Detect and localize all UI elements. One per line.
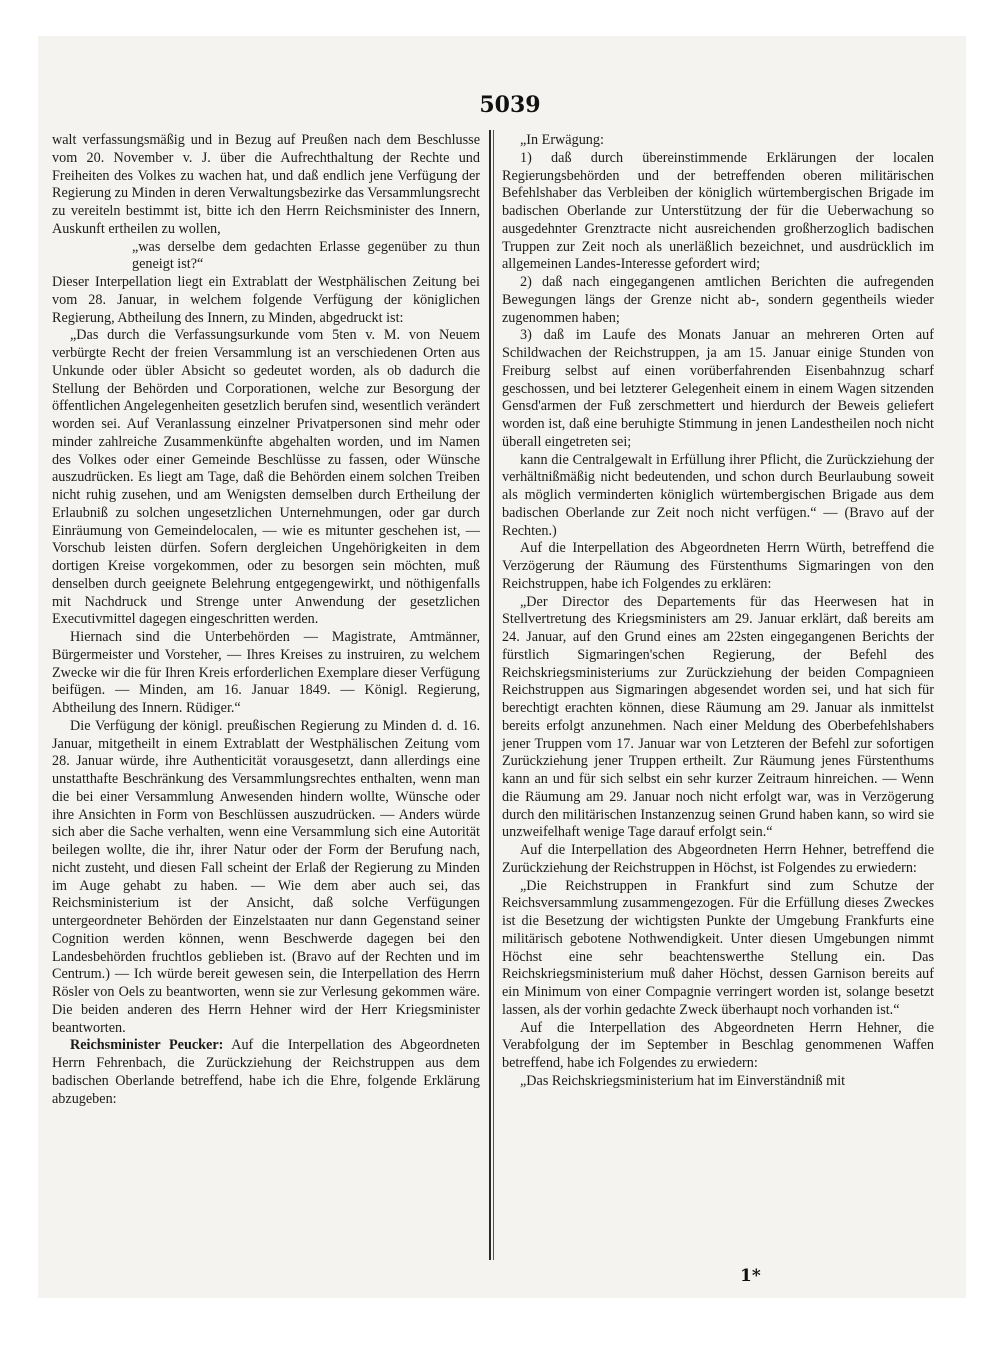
page-number: 5039	[479, 92, 541, 118]
column-divider-inner	[493, 130, 494, 1260]
paragraph: 3) daß im Laufe des Monats Januar an mehreren Orten auf Schildwachen der Reichstruppen, ja am 15. Januar einige Stunden von Freiburg selbst auf einen vorüberfahrenden Eisenbahnzug scharf geschossen, und bei letzterer Gelegenheit einem in einem Wagen sitzenden Gensd'armen der Fuß zerschmettert und hierdurch der Beweis geliefert worden ist, daß eine beruhigte Stimmung in jenen Landestheilen noch nicht überall eingetreten sei;	[502, 327, 934, 450]
paragraph: Die Verfügung der königl. preußischen Regierung zu Minden d. d. 16. Januar, mitgetheilt in einem Extrablatt der Westphälischen Zeitung vom 28. Januar würde, ihre Authenticität vorausgesetzt, dann allerdings eine unstatthafte Beschränkung des Versammlungsrechtes enthalten, wenn man die bei einer Versammlung Anwesenden hindern wollte, Wünsche oder ihre Ansichten in Form von Beschlüssen auszudrücken. — Anders würde sich aber die Sache verhalten, wenn eine Versammlung sich eine Autorität beilegen wollte, die ihr, ihrer Natur oder der Form der Berufung nach, nicht zusteht, und diesen Fall scheint der Erlaß der Regierung zu Minden im Auge gehabt zu haben. — Wie dem aber auch sei, das Reichsministerium ist der Ansicht, daß solche Verfügungen untergeordneter Behörden der Einzelstaaten nur dann Gegenstand seiner Cognition werden können, wenn Beschwerde dagegen bei den Landesbehörden fruchtlos geblieben ist. (Bravo auf der Rechten und im Centrum.) — Ich würde bereit gewesen sein, die Interpellation des Herrn Rösler von Oels zu beantworten, wenn sie zur Verlesung gekommen wäre. Die beiden anderen des Herrn Hehner wird der Herr Kriegsminister beantworten.	[52, 717, 480, 1036]
paragraph: „Das Reichskriegsministerium hat im Einverständniß mit	[520, 1072, 846, 1089]
sheet-signature-mark: 1*	[740, 1266, 761, 1286]
paragraph: Auf die Interpellation des Abgeordneten Herrn Hehner, die Verabfolgung der im September in Beschlag genommenen Waffen betreffend, habe ich Folgendes zu erwiedern:	[502, 1019, 934, 1071]
paragraph: Dieser Interpellation liegt ein Extrablatt der Westphälischen Zeitung bei vom 28. Januar, in welchem folgende Verfügung der königlichen Regierung, Abtheilung des Innern, zu Minden, abgedruckt ist:	[52, 274, 480, 326]
paragraph-text: Auf die Interpellation des Abgeordneten Herrn Fehrenbach, die Zurückziehung der Reichstruppen aus dem badischen Oberlande betreffend, habe ich die Ehre, folgende Erklärung abzugeben:	[52, 1037, 480, 1107]
paragraph: Auf die Interpellation des Abgeordneten Herrn Würth, betreffend die Verzögerung der Räumung des Fürstenthums Sigmaringen von den Reichstruppen, habe ich Folgendes zu erklären:	[502, 540, 934, 592]
paragraph: „In Erwägung:	[520, 132, 604, 148]
paragraph: Hiernach sind die Unterbehörden — Magistrate, Amtmänner, Bürgermeister und Vorsteher, — Ihres Kreises zu instruiren, zu welchem Zwecke wir die für Ihren Kreis erforderlichen Exemplare dieser Verfügung beifügen. — Minden, am 16. Januar 1849. — Königl. Regierung, Abtheilung des Innern. Rüdiger.“	[52, 629, 480, 716]
paragraph: 1) daß durch übereinstimmende Erklärungen der localen Regierungsbehörden und der betreffenden oberen militärischen Befehlshaber das Verbleiben der königlich würtembergischen Brigade im badischen Oberlande zur Unterstützung der für die Ueberwachung so ausgedehnter Grenztracte nicht ausreichenden großherzoglich badischen Truppen zur Zeit noch als unerläßlich bezeichnet, und ausdrücklich im allgemeinen Landes-Interesse gefordert wird;	[502, 149, 934, 273]
speaker-name: Reichsminister Peucker:	[70, 1037, 224, 1054]
paragraph: walt verfassungsmäßig und in Bezug auf Preußen nach dem Beschlusse vom 20. November v. J. über die Aufrechthaltung der Rechte und Freiheiten des Volkes zu wachen hat, und daß endlich jene Verfügung der Regierung zu Minden in deren Verwaltungsbezirke das Versammlungsrecht zu vereiteln bestimmt ist, bitte ich den Herrn Reichsminister des Innern, Auskunft ertheilen zu wollen,	[52, 132, 480, 237]
paragraph: Auf die Interpellation des Abgeordneten Herrn Hehner, betreffend die Zurückziehung der Reichstruppen in Höchst, ist Folgendes zu erwiedern:	[502, 842, 934, 876]
paragraph: „Die Reichstruppen in Frankfurt sind zum Schutze der Reichsversammlung zusammengezogen. Für die Erfüllung dieses Zweckes ist die Besetzung der wichtigsten Punkte der Umgebung Frankfurts eine militärisch gebotene Nothwendigkeit. Unter diesen Umgebungen nimmt Höchst eine sehr beachtenswerthe Stellung ein. Das Reichskriegsministerium muß daher Höchst, dessen Garnison bereits auf ein Minimum von einer Compagnie verringert worden ist, solange besetzt lassen, als der vorhin gedachte Zweck überhaupt noch vorhanden ist.“	[502, 877, 934, 1018]
paragraph: „Der Director des Departements für das Heerwesen hat in Stellvertretung des Kriegsministers am 29. Januar erklärt, daß bereits am 24. Januar, auf den Grund eines am 22sten eingegangenen Berichts der fürstlich Sigmaringen'schen Regierung, der Befehl des Reichskriegsministeriums zur Zurückziehung der beiden Compagnieen Reichstruppen aus Sigmaringen abgesendet worden sei, und hat sich für berechtigt erachten können, diese Räumung am 29. Januar als inmittelst bereits erfolgt anzunehmen. Nach einer Meldung des Oberbefehlshabers jener Truppen vom 17. Januar war von Letzteren der Befehl zur sofortigen Zurückziehung jener Truppen ertheilt. Zur Räumung jenes Fürstenthums kann an und für sich selbst ein sehr kurzer Zeitraum hinreichen. — Wenn die Räumung am 29. Januar noch nicht erfolgt war, was in Verzögerung durch den militärischen Instanzenzug seinen Grund haben kann, so wird sie unzweifelhaft wenige Tage darauf erfolgt sein.“	[502, 593, 934, 841]
paragraph: „Das durch die Verfassungsurkunde vom 5ten v. M. von Neuem verbürgte Recht der freien Versammlung ist an verschiedenen Orten aus Unkunde oder übler Absicht so gedeutet worden, als ob dadurch die Stellung der Behörden und Corporationen, welche zur Besorgung der öffentlichen Angelegenheiten gesetzlich berufen sind, wesentlich verändert worden sei. Auf Veranlassung einzelner Privatpersonen sind mehr oder minder zahlreiche Zusammenkünfte abgehalten worden, und im Namen des Volkes oder einer Gemeinde Beschlüsse zu fassen, oder Wünsche auszudrücken. Es liegt am Tage, daß die Behörden einem solchen Treiben nicht ruhig zusehen, und am Wenigsten demselben durch Ertheilung der Erlaubniß zu solchen ungesetzlichen Unternehmungen, oder gar durch Einräumung von Gemeindelocalen, — wie es mitunter geschehen ist, — Vorschub leisten dürfen. Sofern dergleichen Ungehörigkeiten in dem dortigen Kreise vorgekommen, oder zu besorgen sein möchten, muß denselben durch geeignete Belehrung entgegengewirkt, und nöthigenfalls mit Nachdruck und Strenge unter Anwendung der gesetzlichen Executivmittel dagegen eingeschritten werden.	[52, 327, 480, 628]
paragraph: 2) daß nach eingegangenen amtlichen Berichten die aufregenden Bewegungen längs der Grenze nicht ab-, sondern gegentheils wieder zugenommen haben;	[502, 274, 934, 326]
paragraph	[52, 1037, 480, 1108]
paragraph: „was derselbe dem gedachten Erlasse gegenüber zu thun geneigt ist?“	[132, 238, 480, 273]
right-column	[502, 132, 934, 1091]
column-divider	[489, 130, 491, 1260]
paragraph: kann die Centralgewalt in Erfüllung ihrer Pflicht, die Zurückziehung der verhältnißmäßig nicht bedeutenden, und schon durch Beurlaubung soweit als möglich verminderten königlich würtembergischen Brigade aus dem badischen Oberlande zur Zeit noch nicht verfügen.“ — (Bravo auf der Rechten.)	[502, 451, 934, 539]
left-column	[52, 132, 480, 1108]
